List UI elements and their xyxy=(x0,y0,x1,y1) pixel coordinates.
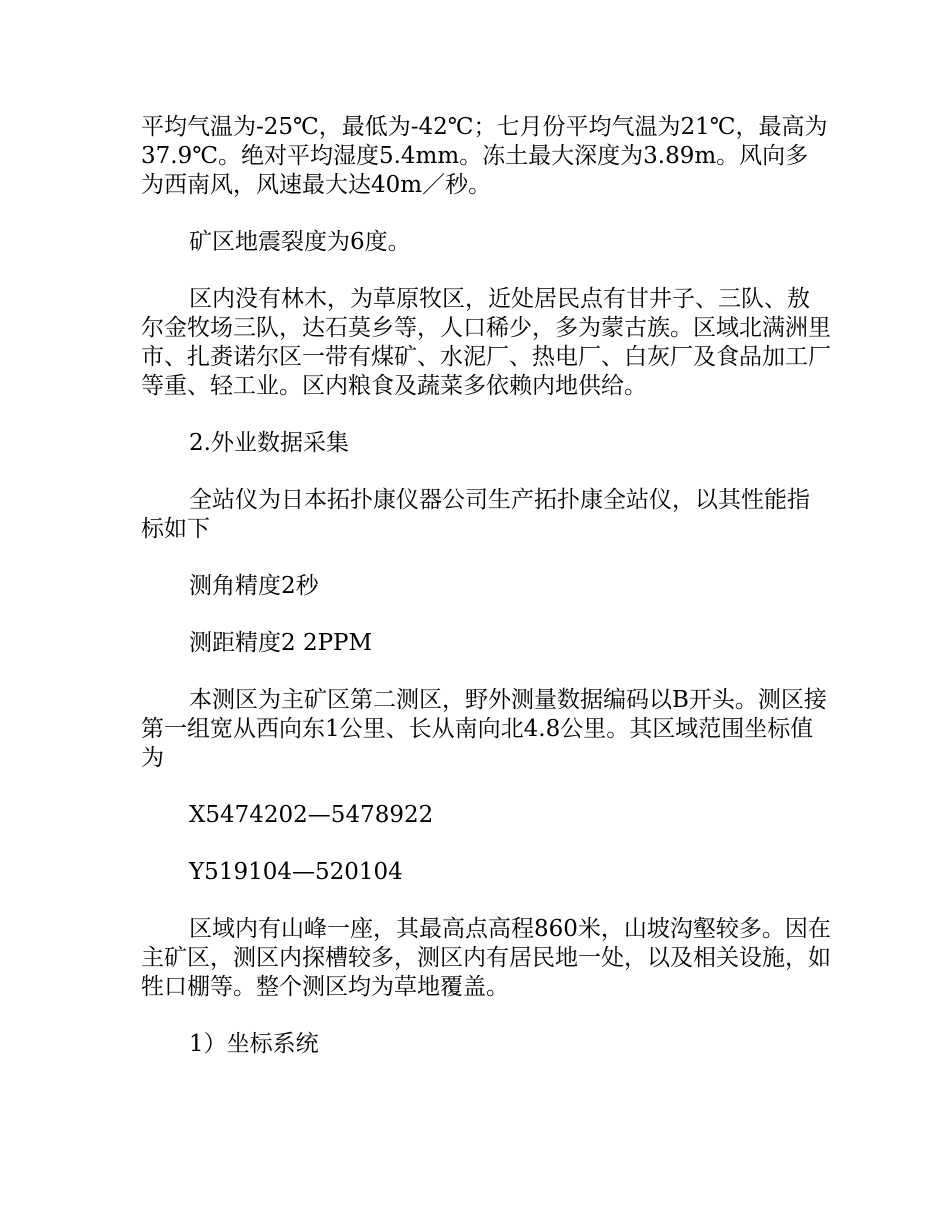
paragraph-x-range: X5474202—5478922 xyxy=(189,802,434,828)
document-body xyxy=(141,113,831,1087)
paragraph-seismic: 矿区地震裂度为6度。 xyxy=(189,229,411,255)
paragraph-angle-accuracy: 测角精度2秒 xyxy=(189,573,319,599)
paragraph-climate: 平均气温为-25℃，最低为-42℃；七月份平均气温为21℃，最高为37.9℃。绝对平均湿度5.4mm。冻土最大深度为3.89m。风向多为西南风，风速最大达40m／秒。 xyxy=(141,114,828,198)
section-heading-field-data: 2.外业数据采集 xyxy=(189,430,349,456)
paragraph-region: 区内没有林木，为草原牧区，近处居民点有甘井子、三队、敖尔金牧场三队，达石莫乡等，人口稀少，多为蒙古族。区域北满洲里市、扎赉诺尔区一带有煤矿、水泥厂、热电厂、白灰厂及食品加工厂等重、轻工业。区内粮食及蔬菜多依赖内地供给。 xyxy=(141,286,831,399)
paragraph-instrument: 全站仪为日本拓扑康仪器公司生产拓扑康全站仪，以其性能指标如下 xyxy=(141,487,810,542)
paragraph-distance-accuracy: 测距精度2 2PPM xyxy=(189,630,373,656)
paragraph-terrain: 区域内有山峰一座，其最高点高程860米，山坡沟壑较多。因在主矿区，测区内探槽较多，测区内有居民地一处，以及相关设施，如牲口棚等。整个测区均为草地覆盖。 xyxy=(141,916,831,1000)
subheading-coordinate-system: 1）坐标系统 xyxy=(189,1031,319,1057)
paragraph-survey-area: 本测区为主矿区第二测区，野外测量数据编码以B开头。测区接第一组宽从西向东1公里、长从南向北4.8公里。其区域范围坐标值为 xyxy=(141,687,827,771)
paragraph-y-range: Y519104—520104 xyxy=(189,859,403,885)
